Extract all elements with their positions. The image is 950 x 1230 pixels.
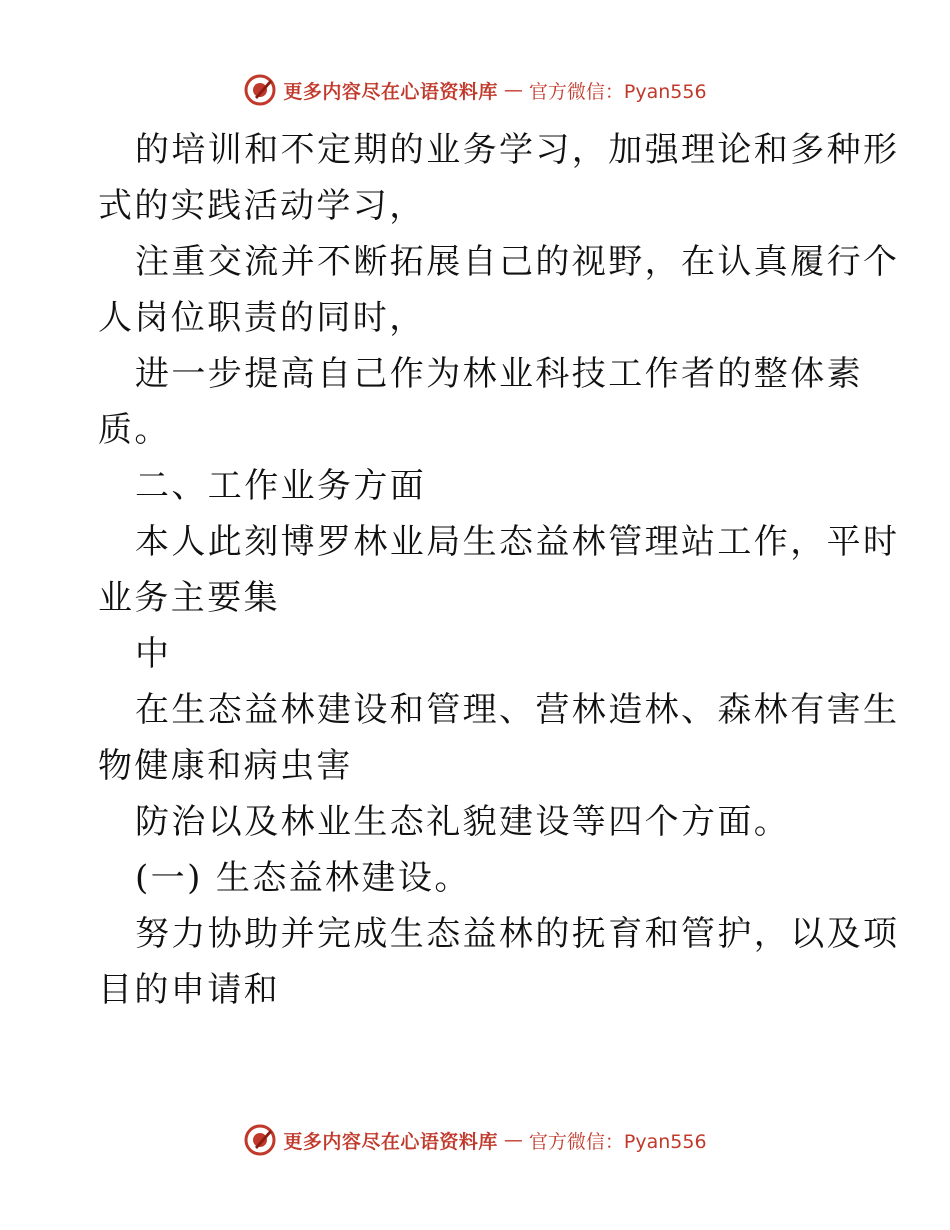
- header-separator: —: [503, 79, 523, 101]
- document-body: [98, 122, 900, 1018]
- header-brand-text: 更多内容尽在心语资料库: [283, 80, 498, 103]
- body-line: 中: [135, 634, 172, 674]
- body-line: 人岗位职责的同时，: [98, 298, 426, 338]
- subsection-heading: (一) 生态益林建设。: [135, 858, 471, 898]
- body-line: 的培训和不定期的业务学习，加强理论和多种形: [135, 130, 900, 170]
- body-line: 努力协助并完成生态益林的抚育和管护，以及项: [135, 914, 900, 954]
- body-line: 目的申请和: [98, 970, 280, 1010]
- header-wechat-text: 官方微信：Pyan556: [528, 80, 707, 103]
- section-heading: 二、工作业务方面: [135, 466, 427, 506]
- header-banner: [0, 70, 950, 110]
- footer-banner: [0, 1120, 950, 1160]
- body-line: 注重交流并不断拓展自己的视野，在认真履行个: [135, 242, 900, 282]
- body-line: 式的实践活动学习，: [98, 186, 426, 226]
- footer-brand-text: 更多内容尽在心语资料库: [283, 1130, 498, 1153]
- body-line: 本人此刻博罗林业局生态益林管理站工作，平时: [135, 522, 900, 562]
- body-line: 质。: [98, 410, 171, 450]
- footer-wechat-text: 官方微信：Pyan556: [528, 1130, 707, 1153]
- body-line: 在生态益林建设和管理、营林造林、森林有害生: [135, 690, 900, 730]
- body-line: 物健康和病虫害: [98, 746, 353, 786]
- body-line: 防治以及林业生态礼貌建设等四个方面。: [135, 802, 791, 842]
- body-line: 进一步提高自己作为林业科技工作者的整体素: [135, 354, 863, 394]
- brand-logo-icon: [243, 1123, 277, 1157]
- body-line: 业务主要集: [98, 578, 280, 618]
- footer-separator: —: [503, 1129, 523, 1151]
- brand-logo-icon: [243, 73, 277, 107]
